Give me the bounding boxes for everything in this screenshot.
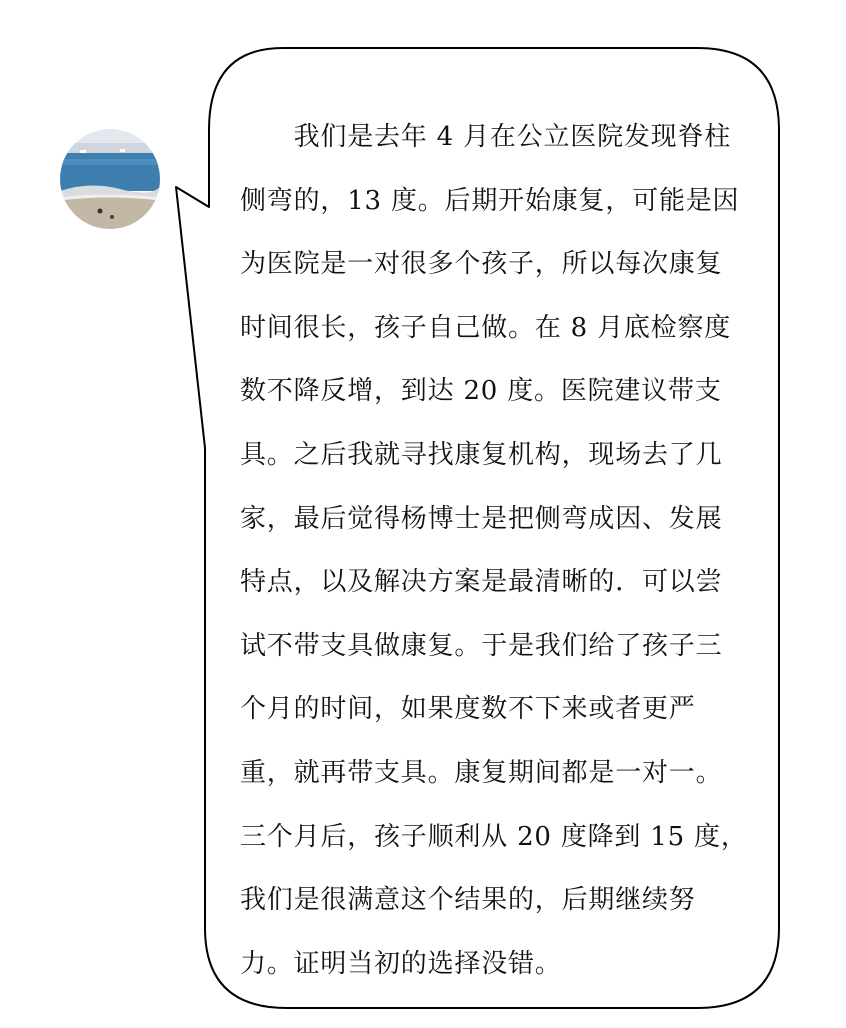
- message-line: 试不带支具做康复。于是我们给了孩子三: [240, 630, 723, 661]
- message-text: [240, 106, 752, 996]
- message-line: 数不降反增，到达 20 度。医院建议带支: [240, 376, 722, 407]
- message-line: 我们是去年 4 月在公立医院发现脊柱: [240, 122, 732, 152]
- message-line: 我们是很满意这个结果的，后期继续努: [240, 885, 696, 916]
- message-line: 个月的时间，如果度数不下来或者更严: [240, 694, 696, 725]
- message-line: 时间很长，孩子自己做。在 8 月底检察度: [240, 312, 732, 343]
- message-line: 具。之后我就寻找康复机构，现场去了几: [240, 439, 723, 470]
- message-line: 为医院是一对很多个孩子，所以每次康复: [240, 249, 723, 280]
- message-line: 家，最后觉得杨博士是把侧弯成因、发展: [240, 503, 723, 534]
- message-line: 力。证明当初的选择没错。: [240, 948, 562, 979]
- message-line: 侧弯的，13 度。后期开始康复，可能是因: [240, 185, 740, 216]
- message-line: 三个月后，孩子顺利从 20 度降到 15 度，: [240, 821, 748, 852]
- message-line: 特点，以及解决方案是最清晰的．可以尝: [240, 567, 723, 598]
- message-line: 重，就再带支具。康复期间都是一对一。: [240, 757, 723, 788]
